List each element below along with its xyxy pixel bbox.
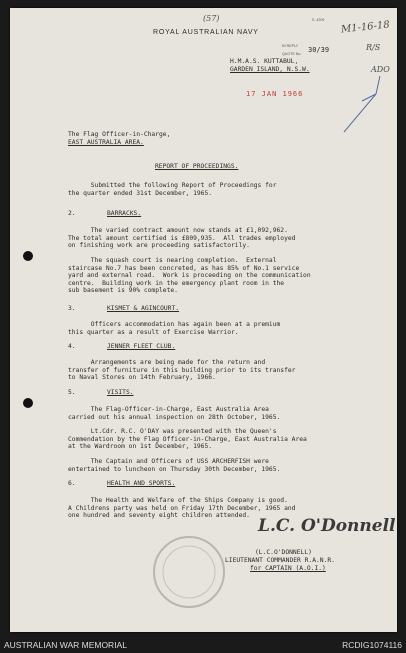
- ship-name: H.M.A.S. KUTTABUL,: [230, 58, 299, 65]
- signatory-for: for CAPTAIN (A.O.I.): [250, 565, 326, 572]
- handwritten-signature: L.C. O'Donnell: [258, 516, 396, 536]
- section-2-number: 2.: [68, 210, 76, 217]
- section-4-number: 4.: [68, 343, 76, 350]
- quote-number: 30/39: [308, 46, 330, 54]
- section-2-para-1: The varied contract amount now stands at £1,092,962. The total amount certified is £809,935. All trades employed on finishing work are proceeding satisfactorily.: [68, 227, 296, 250]
- section-5-para-3: The Captain and Officers of USS ARCHERFISH were entertained to luncheon on Thursday 30th December, 1965.: [68, 458, 281, 473]
- section-2-heading: BARRACKS.: [107, 210, 142, 217]
- punch-hole-bottom: [23, 398, 33, 408]
- section-5-heading: VISITS.: [107, 389, 134, 396]
- pen-stroke-arrow: [340, 74, 385, 136]
- report-title: REPORT OF PROCEEDINGS.: [155, 163, 239, 170]
- section-2-para-2: The squash court is nearing completion. External staircase No.7 has been concreted, as has 85% of No.1 service yard and external road. Work is proceeding on the communication centre. Building work in the emergency plant room in the sub basement is 90% complete.: [68, 257, 311, 295]
- ship-location: GARDEN ISLAND, N.S.W.: [230, 66, 310, 73]
- quote-no-label: QUOTE No.: [282, 52, 302, 56]
- section-3-heading: KISMET & AGINCOURT.: [107, 305, 180, 312]
- letterhead: ROYAL AUSTRALIAN NAVY: [153, 29, 259, 36]
- section-3-para-1: Officers accommodation has again been at a premium this quarter as a result of Exercise Warrior.: [68, 321, 281, 336]
- punch-hole-top: [23, 251, 33, 261]
- section-6-para-1: The Health and Welfare of the Ships Company is good. A Childrens party was held on Friday 17th December, 1965 and one hundred and seventy eight children attended.: [68, 497, 296, 520]
- section-3-number: 3.: [68, 305, 76, 312]
- intro-paragraph: Submitted the following Report of Proceedings for the quarter ended 31st December, 1965.: [68, 182, 277, 197]
- section-6-heading: HEALTH AND SPORTS.: [107, 480, 176, 487]
- annotation-rs: R/S: [366, 43, 381, 52]
- recipient-line2: EAST AUSTRALIA AREA.: [68, 139, 144, 146]
- folio-number: (57): [203, 14, 220, 23]
- section-5-para-2: Lt.Cdr. R.C. O'DAY was presented with the Queen's Commendation by the Flag Officer-in-Charge, East Australia Area at the Wardroom on 1st December, 1965.: [68, 428, 307, 451]
- in-reply-label: IN REPLY: [282, 44, 299, 48]
- faint-circular-stamp: [150, 533, 228, 611]
- section-4-para-1: Arrangements are being made for the return and transfer of furniture in this building prior to its transfer to Naval Stores on 14th February, 1966.: [68, 359, 296, 382]
- footer-record-id: RCDIG1074116: [342, 640, 402, 650]
- date-stamp: 17 JAN 1966: [246, 90, 304, 98]
- section-4-heading: JENNER FLEET CLUB.: [107, 343, 176, 350]
- form-number: S. 4209: [312, 18, 325, 22]
- signatory-rank: LIEUTENANT COMMANDER R.A.N.R.: [225, 557, 335, 564]
- recipient-line1: The Flag Officer-in-Charge,: [68, 131, 171, 138]
- document-page: [10, 8, 397, 632]
- signatory-name: (L.C.O'DONNELL): [255, 549, 312, 556]
- footer-credit: AUSTRALIAN WAR MEMORIAL: [4, 640, 127, 650]
- section-5-para-1: The Flag-Officer-in-Charge, East Australia Area carried out his annual inspection on 28th October, 1965.: [68, 406, 281, 421]
- file-reference: M1-16-18: [340, 19, 391, 36]
- annotation-ado: ADO: [371, 65, 390, 74]
- section-5-number: 5.: [68, 389, 76, 396]
- section-6-number: 6.: [68, 480, 76, 487]
